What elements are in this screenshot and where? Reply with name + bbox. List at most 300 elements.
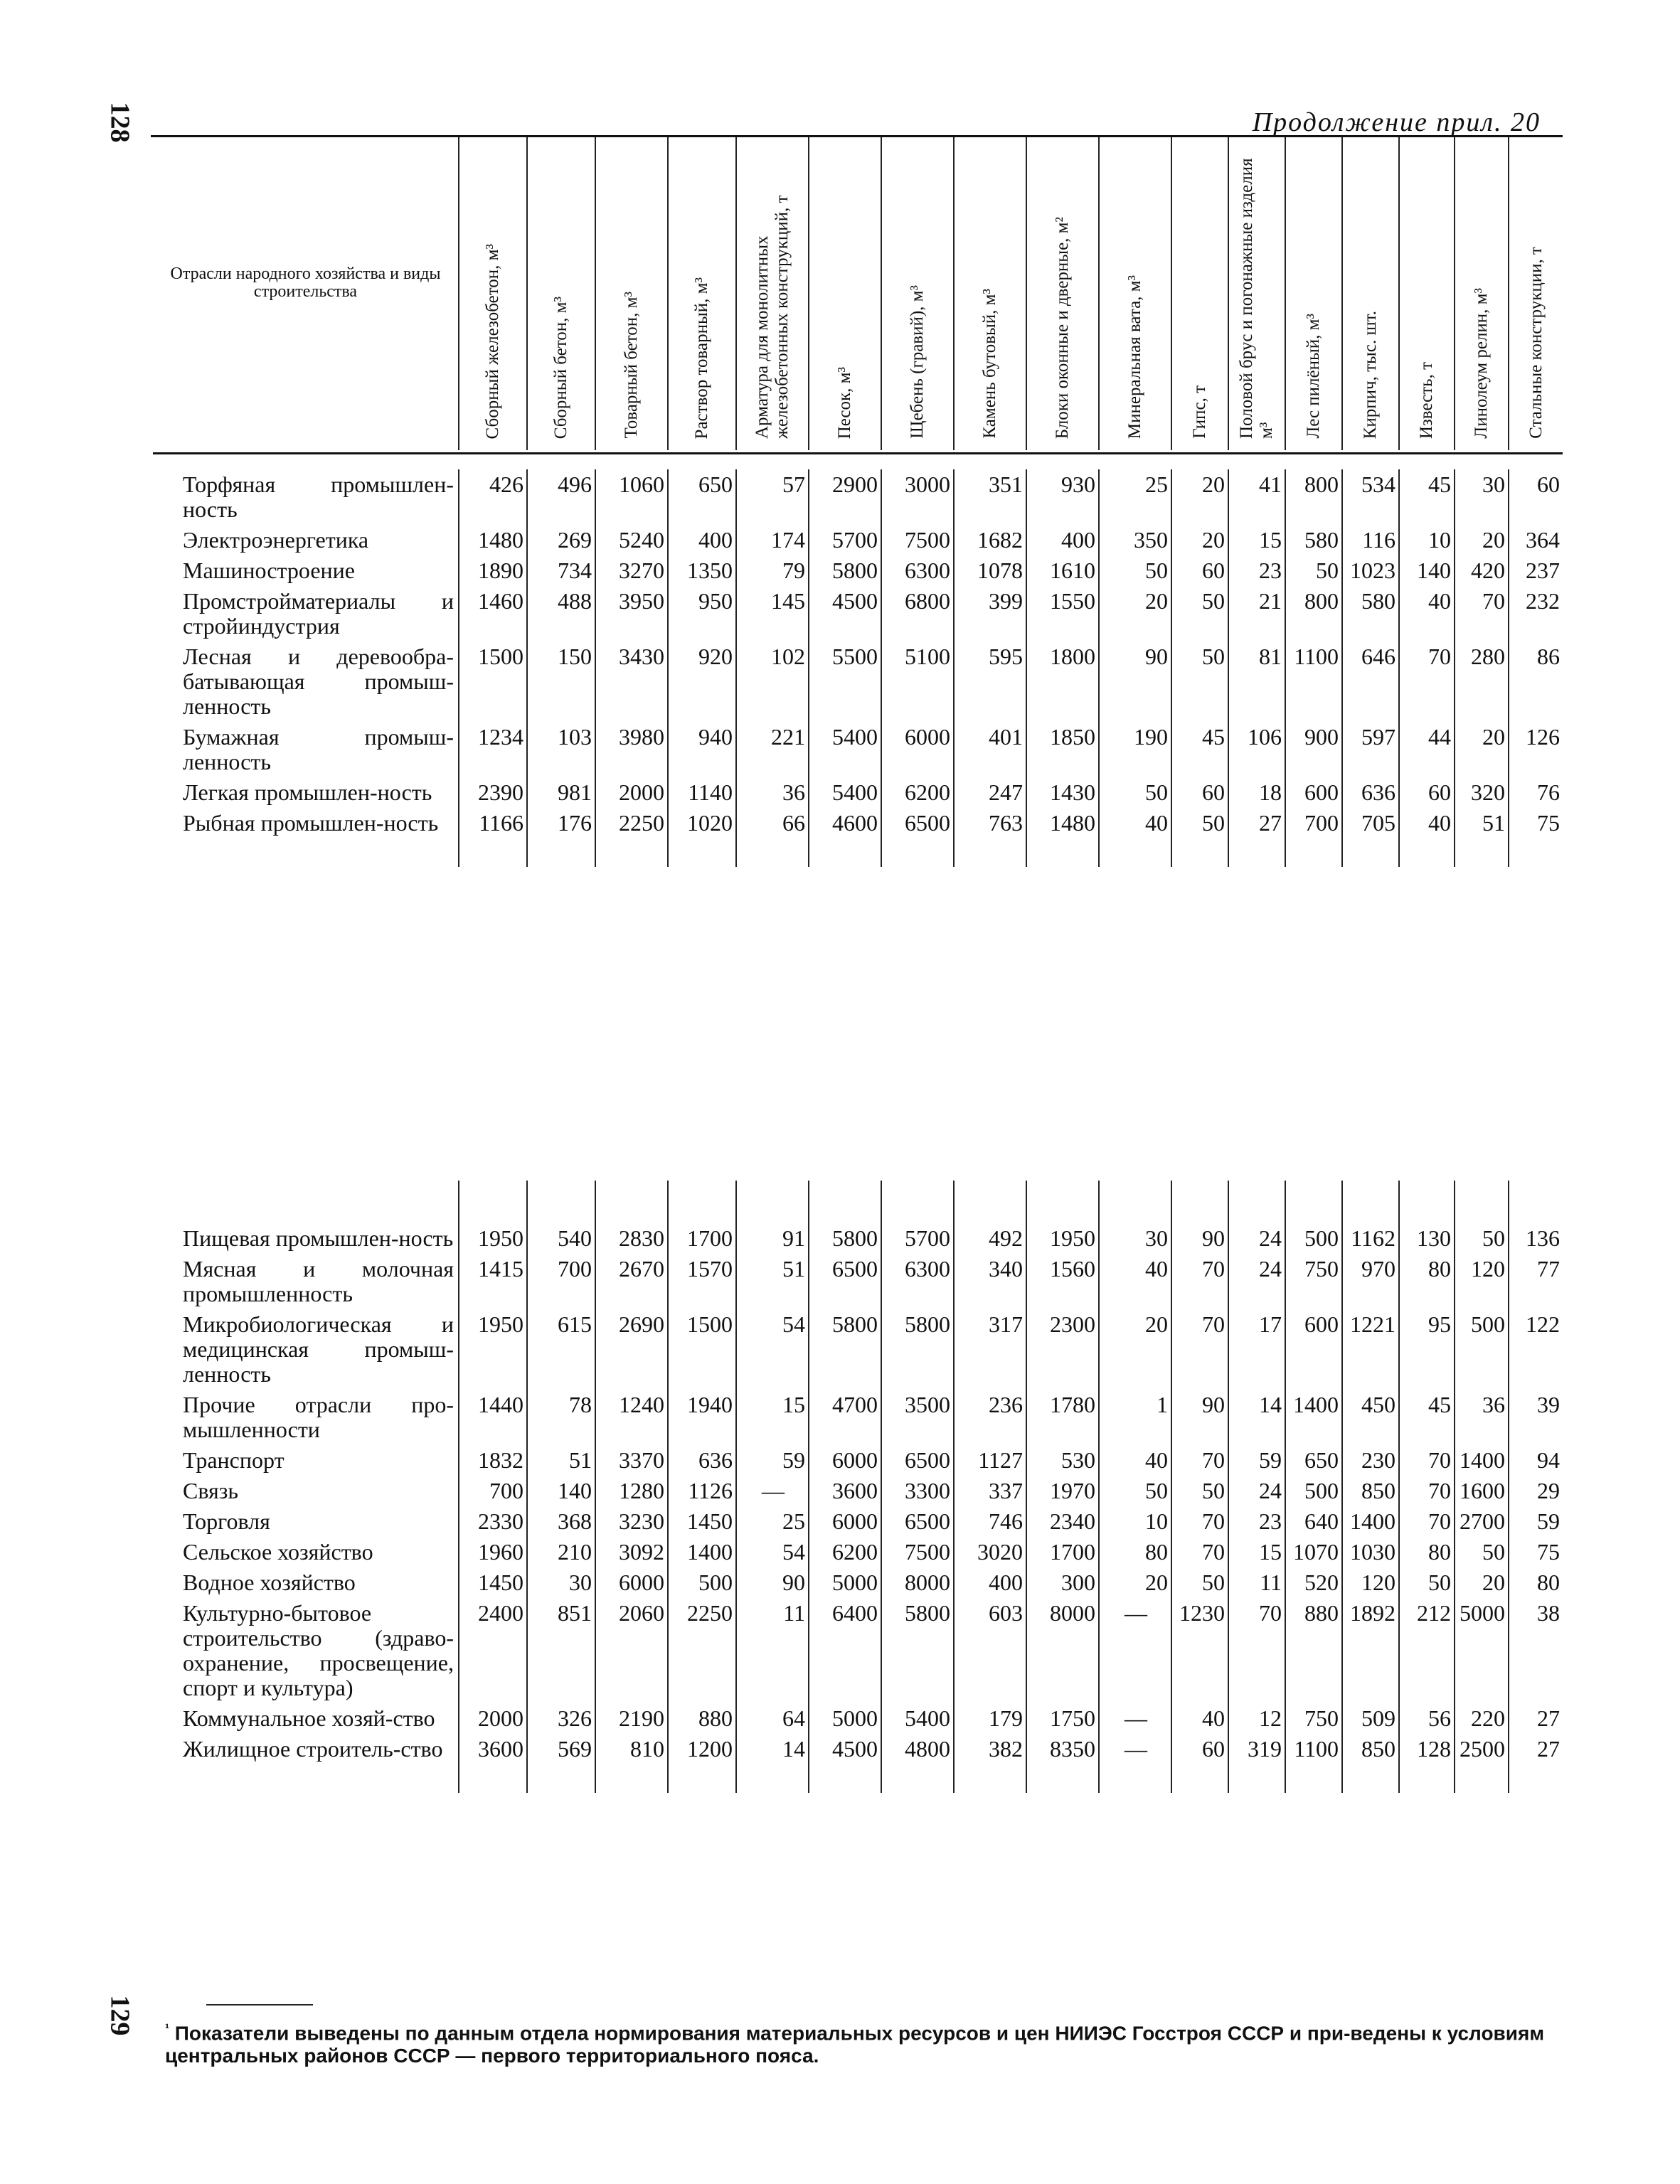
- cell-value: 40: [1099, 808, 1171, 838]
- cell-value: 60: [1509, 469, 1563, 525]
- cell-value: 38: [1509, 1598, 1563, 1703]
- column-header-10: Минеральная вата, м³: [1099, 137, 1171, 450]
- cell-value: 174: [736, 525, 809, 555]
- cell-value: 399: [954, 586, 1026, 641]
- cell-value: 59: [1228, 1445, 1285, 1476]
- cell-value: 15: [1228, 525, 1285, 555]
- cell-value: 1200: [668, 1734, 736, 1764]
- cell-value: 80: [1099, 1537, 1171, 1567]
- cell-value: 14: [1228, 1390, 1285, 1445]
- cell-value: 20: [1171, 525, 1228, 555]
- cell-value: 5100: [881, 641, 954, 722]
- cell-value: 6500: [881, 1506, 954, 1537]
- cell-value: 981: [527, 777, 595, 808]
- row-label: Торговля: [183, 1508, 270, 1534]
- gap-cell: [954, 1181, 1026, 1223]
- cell-value: 3300: [881, 1476, 954, 1506]
- page-number-top: 128: [105, 102, 135, 143]
- cell-value: 1970: [1026, 1476, 1099, 1506]
- cell-value: 80: [1399, 1254, 1455, 1309]
- cell-value: 50: [1455, 1223, 1509, 1254]
- cell-value: 1127: [954, 1445, 1026, 1476]
- cell-value: 1126: [668, 1476, 736, 1506]
- cell-value: 50: [1171, 586, 1228, 641]
- cell-value: 5400: [809, 722, 881, 777]
- cell-value: 6000: [809, 1445, 881, 1476]
- cell-value: —: [1099, 1703, 1171, 1734]
- table-row: [153, 525, 1563, 555]
- cell-value: 540: [527, 1223, 595, 1254]
- cell-value: 3600: [459, 1734, 527, 1764]
- cell-value: 45: [1171, 722, 1228, 777]
- cell-value: 700: [1285, 808, 1342, 838]
- gap-cell: [809, 838, 881, 867]
- cell-value: 5800: [809, 1223, 881, 1254]
- cell-value: 90: [1171, 1223, 1228, 1254]
- cell-value: 20: [1099, 586, 1171, 641]
- gap-cell: [1171, 1181, 1228, 1223]
- cell-value: 1940: [668, 1390, 736, 1445]
- cell-value: 50: [1099, 1476, 1171, 1506]
- gap-cell: [595, 1764, 668, 1793]
- gap-cell: [459, 1181, 527, 1223]
- gap-cell: [954, 1764, 1026, 1793]
- cell-value: 3980: [595, 722, 668, 777]
- cell-value: 70: [1171, 1309, 1228, 1390]
- cell-value: 5800: [881, 1598, 954, 1703]
- cell-value: 60: [1171, 777, 1228, 808]
- row-label: Сельское хозяйство: [183, 1539, 373, 1565]
- cell-value: 27: [1509, 1734, 1563, 1764]
- gap-cell: [736, 1764, 809, 1793]
- cell-value: 368: [527, 1506, 595, 1537]
- cell-value: 6400: [809, 1598, 881, 1703]
- cell-value: 176: [527, 808, 595, 838]
- column-header-13: Лес пилёный, м³: [1285, 137, 1342, 450]
- cell-value: 60: [1171, 1734, 1228, 1764]
- cell-value: 705: [1342, 808, 1399, 838]
- table-row: [153, 1390, 1563, 1445]
- cell-value: 509: [1342, 1703, 1399, 1734]
- cell-value: 6300: [881, 555, 954, 586]
- column-header-14: Кирпич, тыс. шт.: [1342, 137, 1399, 450]
- cell-value: 337: [954, 1476, 1026, 1506]
- cell-value: 2190: [595, 1703, 668, 1734]
- cell-value: 41: [1228, 469, 1285, 525]
- cell-value: 5000: [1455, 1598, 1509, 1703]
- cell-value: 29: [1509, 1476, 1563, 1506]
- cell-value: 6000: [809, 1506, 881, 1537]
- cell-value: 1020: [668, 808, 736, 838]
- row-label: Электроэнергетика: [183, 527, 369, 553]
- cell-value: 1780: [1026, 1390, 1099, 1445]
- gap-cell: [1171, 1764, 1228, 1793]
- cell-value: 746: [954, 1506, 1026, 1537]
- cell-value: 640: [1285, 1506, 1342, 1537]
- cell-value: 8000: [881, 1567, 954, 1598]
- cell-value: 70: [1455, 586, 1509, 641]
- cell-value: 1162: [1342, 1223, 1399, 1254]
- cell-value: 320: [1455, 777, 1509, 808]
- cell-value: 23: [1228, 1506, 1285, 1537]
- cell-value: 50: [1171, 1476, 1228, 1506]
- cell-value: 2690: [595, 1309, 668, 1390]
- cell-value: 850: [1342, 1734, 1399, 1764]
- cell-value: 23: [1228, 555, 1285, 586]
- row-label: Жилищное строитель-ство: [183, 1736, 443, 1762]
- cell-value: 7500: [881, 525, 954, 555]
- cell-value: 51: [527, 1445, 595, 1476]
- cell-value: 5700: [881, 1223, 954, 1254]
- cell-value: 30: [527, 1567, 595, 1598]
- gap-cell: [1455, 1764, 1509, 1793]
- cell-value: 50: [1171, 808, 1228, 838]
- footnote-rule: [206, 2004, 313, 2005]
- table-row: [153, 1445, 1563, 1476]
- gap-cell: [1399, 1764, 1455, 1793]
- cell-value: 7500: [881, 1537, 954, 1567]
- cell-value: 500: [1455, 1309, 1509, 1390]
- gap-cell: [809, 1764, 881, 1793]
- column-header-7: Щебень (гравий), м³: [881, 137, 954, 450]
- column-header-6: Песок, м³: [809, 137, 881, 450]
- gap-cell: [1228, 1181, 1285, 1223]
- cell-value: 920: [668, 641, 736, 722]
- cell-value: 530: [1026, 1445, 1099, 1476]
- cell-value: 11: [1228, 1567, 1285, 1598]
- gap-cell: [1026, 1181, 1099, 1223]
- cell-value: 2500: [1455, 1734, 1509, 1764]
- cell-value: 247: [954, 777, 1026, 808]
- cell-value: 1480: [459, 525, 527, 555]
- gap-cell: [1099, 1181, 1171, 1223]
- cell-value: 103: [527, 722, 595, 777]
- cell-value: 50: [1099, 555, 1171, 586]
- sector-column-header: Отрасли народного хозяйства и виды строительства: [170, 265, 441, 301]
- cell-value: 14: [736, 1734, 809, 1764]
- gap-cell: [1509, 1181, 1563, 1223]
- cell-value: 5400: [809, 777, 881, 808]
- cell-value: 30: [1099, 1223, 1171, 1254]
- header-row: [153, 137, 1563, 450]
- cell-value: 75: [1509, 1537, 1563, 1567]
- cell-value: 3950: [595, 586, 668, 641]
- cell-value: 580: [1285, 525, 1342, 555]
- gap-cell: [1342, 1764, 1399, 1793]
- cell-value: 130: [1399, 1223, 1455, 1254]
- cell-value: 400: [668, 525, 736, 555]
- cell-value: 220: [1455, 1703, 1509, 1734]
- cell-value: 120: [1342, 1567, 1399, 1598]
- cell-value: 1230: [1171, 1598, 1228, 1703]
- cell-value: 3600: [809, 1476, 881, 1506]
- cell-value: 12: [1228, 1703, 1285, 1734]
- cell-value: 2250: [595, 808, 668, 838]
- cell-value: 426: [459, 469, 527, 525]
- cell-value: 80: [1399, 1537, 1455, 1567]
- cell-value: 5800: [881, 1309, 954, 1390]
- cell-value: 136: [1509, 1223, 1563, 1254]
- gap-cell: [736, 838, 809, 867]
- cell-value: 1060: [595, 469, 668, 525]
- cell-value: 212: [1399, 1598, 1455, 1703]
- table-part-1: [153, 469, 1563, 867]
- cell-value: 450: [1342, 1390, 1399, 1445]
- cell-value: 880: [668, 1703, 736, 1734]
- cell-value: 44: [1399, 722, 1455, 777]
- cell-value: 59: [1509, 1506, 1563, 1537]
- footnote-marker: ¹: [165, 2021, 169, 2035]
- cell-value: 1500: [668, 1309, 736, 1390]
- cell-value: 128: [1399, 1734, 1455, 1764]
- cell-value: 80: [1509, 1567, 1563, 1598]
- cell-value: 492: [954, 1223, 1026, 1254]
- cell-value: 145: [736, 586, 809, 641]
- cell-value: 70: [1171, 1445, 1228, 1476]
- cell-value: 319: [1228, 1734, 1285, 1764]
- row-label: Транспорт: [183, 1447, 285, 1473]
- cell-value: 1682: [954, 525, 1026, 555]
- cell-value: —: [736, 1476, 809, 1506]
- table-row: [153, 1309, 1563, 1390]
- gap-cell: [153, 1764, 459, 1793]
- column-header-17: Стальные конструкции, т: [1509, 137, 1563, 450]
- cell-value: 2000: [459, 1703, 527, 1734]
- cell-value: 20: [1455, 525, 1509, 555]
- cell-value: 3430: [595, 641, 668, 722]
- cell-value: 3000: [881, 469, 954, 525]
- row-label: Пищевая промышлен-ность: [183, 1225, 454, 1251]
- cell-value: 39: [1509, 1390, 1563, 1445]
- cell-value: 3270: [595, 555, 668, 586]
- row-label: Культурно-бытовое строительство (здраво-охранение, просвещение, спорт и культура): [183, 1600, 454, 1700]
- cell-value: 1078: [954, 555, 1026, 586]
- cell-value: 597: [1342, 722, 1399, 777]
- cell-value: 280: [1455, 641, 1509, 722]
- cell-value: 500: [668, 1567, 736, 1598]
- cell-value: 603: [954, 1598, 1026, 1703]
- cell-value: 646: [1342, 641, 1399, 722]
- cell-value: 569: [527, 1734, 595, 1764]
- cell-value: 1400: [668, 1537, 736, 1567]
- cell-value: 1800: [1026, 641, 1099, 722]
- cell-value: 70: [1399, 1506, 1455, 1537]
- cell-value: 3230: [595, 1506, 668, 1537]
- cell-value: 1570: [668, 1254, 736, 1309]
- cell-value: 1415: [459, 1254, 527, 1309]
- cell-value: 221: [736, 722, 809, 777]
- cell-value: 70: [1171, 1537, 1228, 1567]
- cell-value: 4500: [809, 1734, 881, 1764]
- cell-value: 126: [1509, 722, 1563, 777]
- table-gap-row: [153, 1764, 1563, 1793]
- cell-value: 106: [1228, 722, 1285, 777]
- cell-value: 102: [736, 641, 809, 722]
- cell-value: 50: [1171, 1567, 1228, 1598]
- gap-cell: [668, 1181, 736, 1223]
- cell-value: 1234: [459, 722, 527, 777]
- cell-value: 1240: [595, 1390, 668, 1445]
- column-header-8: Камень бутовый, м³: [954, 137, 1026, 450]
- cell-value: 488: [527, 586, 595, 641]
- cell-value: 1140: [668, 777, 736, 808]
- cell-value: 6000: [881, 722, 954, 777]
- cell-value: 140: [527, 1476, 595, 1506]
- cell-value: 900: [1285, 722, 1342, 777]
- cell-value: 40: [1171, 1703, 1228, 1734]
- cell-value: 340: [954, 1254, 1026, 1309]
- cell-value: 20: [1171, 469, 1228, 525]
- gap-cell: [1509, 1764, 1563, 1793]
- cell-value: 520: [1285, 1567, 1342, 1598]
- cell-value: 300: [1026, 1567, 1099, 1598]
- cell-value: —: [1099, 1598, 1171, 1703]
- cell-value: 40: [1399, 586, 1455, 641]
- row-label: Машиностроение: [183, 558, 355, 583]
- cell-value: 1450: [459, 1567, 527, 1598]
- cell-value: 500: [1285, 1476, 1342, 1506]
- gap-cell: [1026, 1764, 1099, 1793]
- cell-value: 2670: [595, 1254, 668, 1309]
- cell-value: 650: [668, 469, 736, 525]
- gap-cell: [1099, 838, 1171, 867]
- cell-value: 25: [1099, 469, 1171, 525]
- cell-value: 1550: [1026, 586, 1099, 641]
- cell-value: 6500: [809, 1254, 881, 1309]
- column-header-15: Известь, т: [1399, 137, 1455, 450]
- cell-value: 90: [1099, 641, 1171, 722]
- cell-value: 2400: [459, 1598, 527, 1703]
- cell-value: 76: [1509, 777, 1563, 808]
- cell-value: 1430: [1026, 777, 1099, 808]
- row-label: Коммунальное хозяй-ство: [183, 1705, 435, 1731]
- cell-value: 810: [595, 1734, 668, 1764]
- table-row: [153, 1506, 1563, 1537]
- gap-cell: [527, 1181, 595, 1223]
- cell-value: 5800: [809, 555, 881, 586]
- cell-value: 4700: [809, 1390, 881, 1445]
- page-number-bottom: 129: [105, 1995, 135, 2036]
- gap-cell: [153, 838, 459, 867]
- cell-value: 24: [1228, 1223, 1285, 1254]
- cell-value: 94: [1509, 1445, 1563, 1476]
- cell-value: 1950: [1026, 1223, 1099, 1254]
- cell-value: 75: [1509, 808, 1563, 838]
- cell-value: 50: [1455, 1537, 1509, 1567]
- table-row: [153, 1537, 1563, 1567]
- row-label: Водное хозяйство: [183, 1570, 356, 1595]
- cell-value: 70: [1399, 1445, 1455, 1476]
- cell-value: 116: [1342, 525, 1399, 555]
- table-row: [153, 1703, 1563, 1734]
- header-table: [153, 137, 1563, 450]
- column-header-2: Сборный бетон, м³: [527, 137, 595, 450]
- cell-value: 2300: [1026, 1309, 1099, 1390]
- cell-value: 20: [1455, 1567, 1509, 1598]
- gap-cell: [1228, 838, 1285, 867]
- footnote: [165, 2017, 1559, 2067]
- cell-value: 6500: [881, 808, 954, 838]
- column-header-5: Арматура для монолитных железобетонных конструкций, т: [736, 137, 809, 450]
- cell-value: 763: [954, 808, 1026, 838]
- cell-value: 1480: [1026, 808, 1099, 838]
- table-row: [153, 1734, 1563, 1764]
- gap-cell: [527, 1764, 595, 1793]
- cell-value: 800: [1285, 469, 1342, 525]
- cell-value: 120: [1455, 1254, 1509, 1309]
- cell-value: 54: [736, 1537, 809, 1567]
- gap-cell: [153, 1181, 459, 1223]
- table-row: [153, 586, 1563, 641]
- cell-value: 750: [1285, 1703, 1342, 1734]
- cell-value: 36: [1455, 1390, 1509, 1445]
- cell-value: 20: [1455, 722, 1509, 777]
- cell-value: 6800: [881, 586, 954, 641]
- cell-value: 500: [1285, 1223, 1342, 1254]
- cell-value: 11: [736, 1598, 809, 1703]
- continuation-caption: Продолжение прил. 20: [1252, 107, 1541, 137]
- cell-value: 27: [1509, 1703, 1563, 1734]
- cell-value: 15: [736, 1390, 809, 1445]
- cell-value: 1023: [1342, 555, 1399, 586]
- gap-cell: [1399, 838, 1455, 867]
- cell-value: 2340: [1026, 1506, 1099, 1537]
- cell-value: 90: [736, 1567, 809, 1598]
- cell-value: 2390: [459, 777, 527, 808]
- cell-value: 40: [1399, 808, 1455, 838]
- column-header-11: Гипс, т: [1171, 137, 1228, 450]
- cell-value: 269: [527, 525, 595, 555]
- cell-value: 1070: [1285, 1537, 1342, 1567]
- cell-value: 6000: [595, 1567, 668, 1598]
- cell-value: 51: [1455, 808, 1509, 838]
- cell-value: 4800: [881, 1734, 954, 1764]
- cell-value: 6500: [881, 1445, 954, 1476]
- cell-value: 1460: [459, 586, 527, 641]
- cell-value: 51: [736, 1254, 809, 1309]
- cell-value: 5000: [809, 1567, 881, 1598]
- cell-value: 30: [1455, 469, 1509, 525]
- cell-value: 2060: [595, 1598, 668, 1703]
- cell-value: 57: [736, 469, 809, 525]
- cell-value: 230: [1342, 1445, 1399, 1476]
- gap-cell: [881, 838, 954, 867]
- cell-value: 401: [954, 722, 1026, 777]
- cell-value: 81: [1228, 641, 1285, 722]
- cell-value: 20: [1099, 1567, 1171, 1598]
- cell-value: 600: [1285, 1309, 1342, 1390]
- cell-value: 1221: [1342, 1309, 1399, 1390]
- cell-value: 1450: [668, 1506, 736, 1537]
- gap-cell: [881, 1764, 954, 1793]
- cell-value: 1610: [1026, 555, 1099, 586]
- cell-value: 60: [1171, 555, 1228, 586]
- cell-value: 8350: [1026, 1734, 1099, 1764]
- cell-value: 4600: [809, 808, 881, 838]
- cell-value: 1850: [1026, 722, 1099, 777]
- table-gap-row: [153, 1181, 1563, 1223]
- table-row: [153, 469, 1563, 525]
- cell-value: 326: [527, 1703, 595, 1734]
- cell-value: 25: [736, 1506, 809, 1537]
- cell-value: 79: [736, 555, 809, 586]
- cell-value: 179: [954, 1703, 1026, 1734]
- cell-value: 1350: [668, 555, 736, 586]
- cell-value: 2250: [668, 1598, 736, 1703]
- row-label: Бумажная промыш-ленность: [183, 724, 454, 774]
- cell-value: 1400: [1455, 1445, 1509, 1476]
- cell-value: 8000: [1026, 1598, 1099, 1703]
